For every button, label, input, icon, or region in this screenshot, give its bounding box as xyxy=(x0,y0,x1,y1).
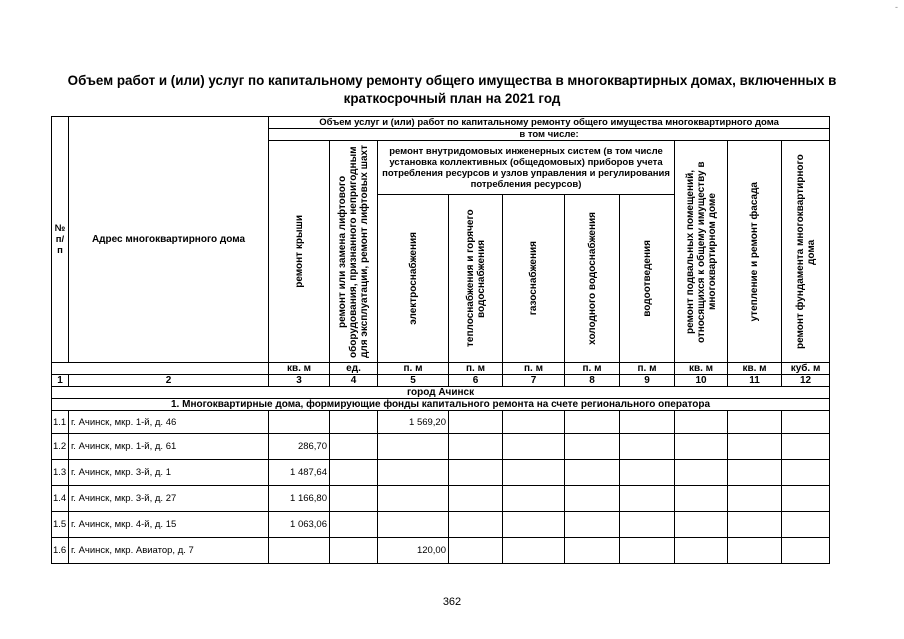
row-index: 1.4 xyxy=(52,486,69,512)
value-cell xyxy=(620,411,675,434)
value-cell xyxy=(620,460,675,486)
table-header xyxy=(52,117,830,411)
value-cell: 120,00 xyxy=(378,538,449,564)
column-number: 8 xyxy=(565,375,620,387)
column-number: 3 xyxy=(269,375,330,387)
value-cell xyxy=(449,411,503,434)
value-cell xyxy=(782,538,830,564)
value-cell xyxy=(378,460,449,486)
value-cell xyxy=(782,460,830,486)
value-cell xyxy=(728,434,782,460)
value-cell xyxy=(565,512,620,538)
value-cell xyxy=(620,538,675,564)
value-cell xyxy=(269,538,330,564)
header-col-basement xyxy=(675,141,728,363)
row-address: г. Ачинск, мкр. 3-й, д. 27 xyxy=(69,486,269,512)
value-cell xyxy=(620,486,675,512)
table-row xyxy=(52,486,830,512)
unit-cell: куб. м xyxy=(782,363,830,375)
column-header-label: водоотведения xyxy=(641,240,653,317)
value-cell xyxy=(565,434,620,460)
value-cell xyxy=(503,538,565,564)
table-row xyxy=(52,538,830,564)
column-header-label: ремонт или замена лифтового оборудования, признанного непригодным для эксплуатации, ремонт лифтовых шахт xyxy=(337,145,370,358)
column-header-label: ремонт фундамента многоквартирного дома xyxy=(794,154,817,349)
column-header-label: ремонт крыши xyxy=(293,215,305,288)
column-number: 12 xyxy=(782,375,830,387)
capital-repair-table xyxy=(51,116,830,564)
unit-cell: кв. м xyxy=(675,363,728,375)
header-engineering: ремонт внутридомовых инженерных систем (в том числе установка коллективных (общедомовых) приборов учета потребления ресурсов и узлов управления и регулирования потребления ресурсов) xyxy=(378,141,675,195)
value-cell xyxy=(449,434,503,460)
unit-blank xyxy=(52,363,269,375)
section-row: 1. Многоквартирные дома, формирующие фонды капитального ремонта на счете регионального оператора xyxy=(52,399,830,411)
value-cell xyxy=(449,512,503,538)
value-cell: 1 063,06 xyxy=(269,512,330,538)
value-cell xyxy=(782,486,830,512)
value-cell: 1 166,80 xyxy=(269,486,330,512)
column-header-label: ремонт подвальных помещений, относящихся к общему имуществу в многоквартирном доме xyxy=(684,160,718,343)
column-number: 10 xyxy=(675,375,728,387)
column-number: 11 xyxy=(728,375,782,387)
corner-mark: - xyxy=(895,2,898,12)
value-cell xyxy=(728,411,782,434)
header-number: № п/ п xyxy=(52,117,69,363)
value-cell xyxy=(675,512,728,538)
value-cell xyxy=(449,538,503,564)
value-cell xyxy=(330,538,378,564)
city-row: город Ачинск xyxy=(52,387,830,399)
header-col-heating xyxy=(449,195,503,363)
row-index: 1.5 xyxy=(52,512,69,538)
row-address: г. Ачинск, мкр. Авиатор, д. 7 xyxy=(69,538,269,564)
row-index: 1.2 xyxy=(52,434,69,460)
units-row xyxy=(52,363,830,375)
value-cell xyxy=(269,411,330,434)
table-row xyxy=(52,460,830,486)
value-cell xyxy=(565,486,620,512)
row-address: г. Ачинск, мкр. 4-й, д. 15 xyxy=(69,512,269,538)
unit-cell: п. м xyxy=(503,363,565,375)
value-cell xyxy=(728,538,782,564)
column-header-label: электроснабжения xyxy=(407,232,419,325)
value-cell xyxy=(782,434,830,460)
unit-cell: п. м xyxy=(449,363,503,375)
column-number: 9 xyxy=(620,375,675,387)
row-index: 1.3 xyxy=(52,460,69,486)
value-cell xyxy=(675,434,728,460)
value-cell xyxy=(620,512,675,538)
header-col-elevator xyxy=(330,141,378,363)
unit-cell: кв. м xyxy=(728,363,782,375)
value-cell xyxy=(782,512,830,538)
value-cell xyxy=(620,434,675,460)
value-cell xyxy=(728,512,782,538)
header-col-sewerage xyxy=(620,195,675,363)
table-row xyxy=(52,512,830,538)
row-address: г. Ачинск, мкр. 1-й, д. 61 xyxy=(69,434,269,460)
value-cell xyxy=(330,512,378,538)
value-cell xyxy=(449,486,503,512)
table-row xyxy=(52,434,830,460)
value-cell xyxy=(782,411,830,434)
row-index: 1.1 xyxy=(52,411,69,434)
value-cell xyxy=(675,411,728,434)
header-col-facade xyxy=(728,141,782,363)
header-including: в том числе: xyxy=(269,129,830,141)
value-cell xyxy=(565,538,620,564)
page-number: 362 xyxy=(442,596,462,608)
header-address: Адрес многоквартирного дома xyxy=(69,117,269,363)
row-address: г. Ачинск, мкр. 3-й, д. 1 xyxy=(69,460,269,486)
value-cell xyxy=(449,460,503,486)
value-cell xyxy=(330,460,378,486)
value-cell: 1 569,20 xyxy=(378,411,449,434)
header-col-cold-water xyxy=(565,195,620,363)
unit-cell: п. м xyxy=(620,363,675,375)
row-index: 1.6 xyxy=(52,538,69,564)
header-col-roof xyxy=(269,141,330,363)
value-cell: 286,70 xyxy=(269,434,330,460)
title-line-1: Объем работ и (или) услуг по капитальному ремонту общего имущества в многоквартирных домах, включенных в xyxy=(67,73,837,88)
document-title xyxy=(40,72,864,108)
column-numbers-row xyxy=(52,375,830,387)
column-header-label: утепление и ремонт фасада xyxy=(749,181,760,322)
value-cell xyxy=(675,538,728,564)
value-cell xyxy=(565,460,620,486)
value-cell xyxy=(503,434,565,460)
value-cell xyxy=(378,512,449,538)
title-line-2: краткосрочный план на 2021 год xyxy=(343,91,561,106)
value-cell xyxy=(503,411,565,434)
header-col-electric xyxy=(378,195,449,363)
value-cell xyxy=(675,486,728,512)
column-header-label: газоснабжения xyxy=(528,241,539,316)
row-address: г. Ачинск, мкр. 1-й, д. 46 xyxy=(69,411,269,434)
unit-cell: п. м xyxy=(565,363,620,375)
column-number: 6 xyxy=(449,375,503,387)
header-col-gas xyxy=(503,195,565,363)
value-cell xyxy=(728,486,782,512)
value-cell xyxy=(565,411,620,434)
value-cell xyxy=(378,434,449,460)
column-header-label: теплоснабжения и горячего водоснабжения xyxy=(464,209,487,348)
unit-cell: кв. м xyxy=(269,363,330,375)
value-cell xyxy=(503,460,565,486)
column-number: 4 xyxy=(330,375,378,387)
value-cell xyxy=(503,512,565,538)
table-body xyxy=(52,411,830,564)
column-number: 5 xyxy=(378,375,449,387)
table-row xyxy=(52,411,830,434)
column-number: 7 xyxy=(503,375,565,387)
value-cell xyxy=(330,434,378,460)
value-cell: 1 487,64 xyxy=(269,460,330,486)
value-cell xyxy=(330,411,378,434)
column-header-label: холодного водоснабжения xyxy=(586,212,598,345)
unit-cell: п. м xyxy=(378,363,449,375)
column-number: 1 xyxy=(52,375,69,387)
header-volume: Объем услуг и (или) работ по капитальному ремонту общего имущества многоквартирного дома xyxy=(269,117,830,129)
unit-cell: ед. xyxy=(330,363,378,375)
value-cell xyxy=(503,486,565,512)
header-col-foundation xyxy=(782,141,830,363)
value-cell xyxy=(728,460,782,486)
value-cell xyxy=(675,460,728,486)
value-cell xyxy=(378,486,449,512)
value-cell xyxy=(330,486,378,512)
column-number: 2 xyxy=(69,375,269,387)
